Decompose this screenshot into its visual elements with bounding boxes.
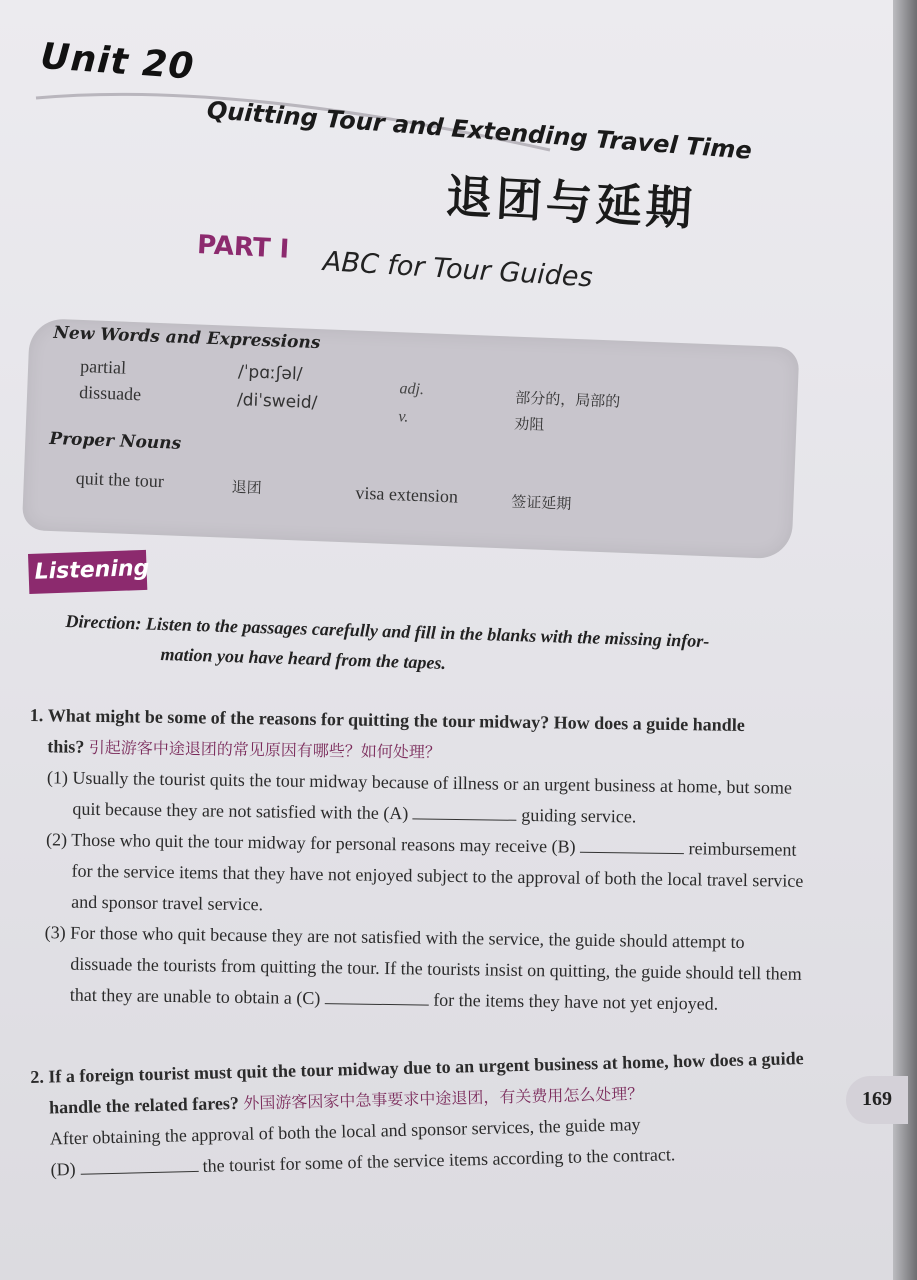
- q1-item-3: [44, 917, 809, 1021]
- proper-nouns-heading: Proper Nouns: [48, 428, 182, 454]
- item-text: For those who quit because they are not satisfied with the service, the guide should attempt to dissuade the tourists from quitting the tour. If the tourists insist on quitting, the guide should tell them that they are unable to obtain a (C): [69, 922, 802, 1009]
- q1-text-line2: this?: [47, 736, 85, 757]
- listening-tab: [28, 550, 150, 594]
- item-label: (2): [45, 829, 68, 850]
- page-number: 169: [862, 1088, 892, 1110]
- vocabulary-box: [22, 318, 800, 559]
- item-text-after: for the items they have not yet enjoyed.: [433, 989, 719, 1014]
- item-text-after: guiding service.: [521, 804, 637, 827]
- question-2: [30, 1042, 841, 1186]
- question-1: [26, 700, 812, 1021]
- blank-b[interactable]: [580, 834, 684, 854]
- blank-d[interactable]: [80, 1153, 198, 1175]
- q2-answer-label: (D): [50, 1158, 76, 1180]
- blank-a[interactable]: [413, 800, 517, 820]
- q2-cn: 外国游客因家中急事要求中途退团，有关费用怎么处理？: [243, 1084, 644, 1113]
- vocab-heading: New Words and Expressions: [53, 322, 321, 354]
- q2-answer-after: the tourist for some of the service items according to the contract.: [202, 1144, 676, 1176]
- vocab-pos: v.: [398, 408, 409, 426]
- vocab-pos: adj.: [399, 380, 425, 399]
- proper-noun-cn: 退团: [231, 477, 263, 498]
- q2-number: 2.: [30, 1066, 45, 1087]
- chapter-title-cn: 退团与延期: [444, 168, 698, 236]
- item-label: (3): [44, 922, 66, 943]
- q1-item-1: [46, 762, 811, 835]
- direction-text-2: mation you have heard from the tapes.: [160, 643, 447, 673]
- unit-title: Unit 20: [39, 36, 196, 88]
- vocab-phonetic: /diˈsweid/: [236, 390, 318, 414]
- part-title: ABC for Tour Guides: [322, 246, 594, 294]
- proper-noun: quit the tour: [75, 467, 165, 492]
- blank-c[interactable]: [325, 985, 429, 1005]
- q1-cn: 引起游客中途退团的常见原因有哪些？如何处理？: [88, 737, 441, 762]
- chapter-title-en: Quitting Tour and Extending Travel Time: [205, 96, 753, 165]
- direction-label: Direction:: [65, 610, 142, 634]
- direction-text-1: Listen to the passages carefully and fill in the blanks with the missing infor-: [145, 613, 710, 652]
- vocab-word: partial: [79, 355, 127, 378]
- q2-text: If a foreign tourist must quit the tour midway due to an urgent business at home, how does a guide handle the related fares?: [48, 1048, 804, 1118]
- item-text-after: reimbursement for the service items that they have not enjoyed subject to the approval of both the local travel service and sponsor travel service.: [71, 838, 804, 915]
- vocab-cn: 劝阻: [513, 414, 545, 434]
- q1-item-2: [45, 824, 810, 928]
- vocab-cn: 部分的，局部的: [514, 388, 621, 411]
- proper-noun-cn: 签证延期: [510, 492, 572, 513]
- q1-number: 1.: [29, 704, 44, 726]
- listening-label: Listening: [34, 555, 150, 585]
- part-label: PART I: [196, 230, 290, 265]
- proper-noun: visa extension: [355, 482, 459, 507]
- q1-text-line1: What might be some of the reasons for quitting the tour midway? How does a guide handle: [47, 705, 745, 735]
- item-label: (1): [46, 767, 69, 788]
- vocab-phonetic: /ˈpɑːʃəl/: [237, 362, 303, 385]
- q2-answer-before: After obtaining the approval of both the local and sponsor services, the guide may: [49, 1114, 641, 1149]
- item-text: Those who quit the tour midway for personal reasons may receive (B): [71, 829, 576, 857]
- item-text: Usually the tourist quits the tour midway because of illness or an urgent business at home, but some quit because they are not satisfied with the (A): [72, 767, 793, 824]
- vocab-word: dissuade: [78, 381, 142, 405]
